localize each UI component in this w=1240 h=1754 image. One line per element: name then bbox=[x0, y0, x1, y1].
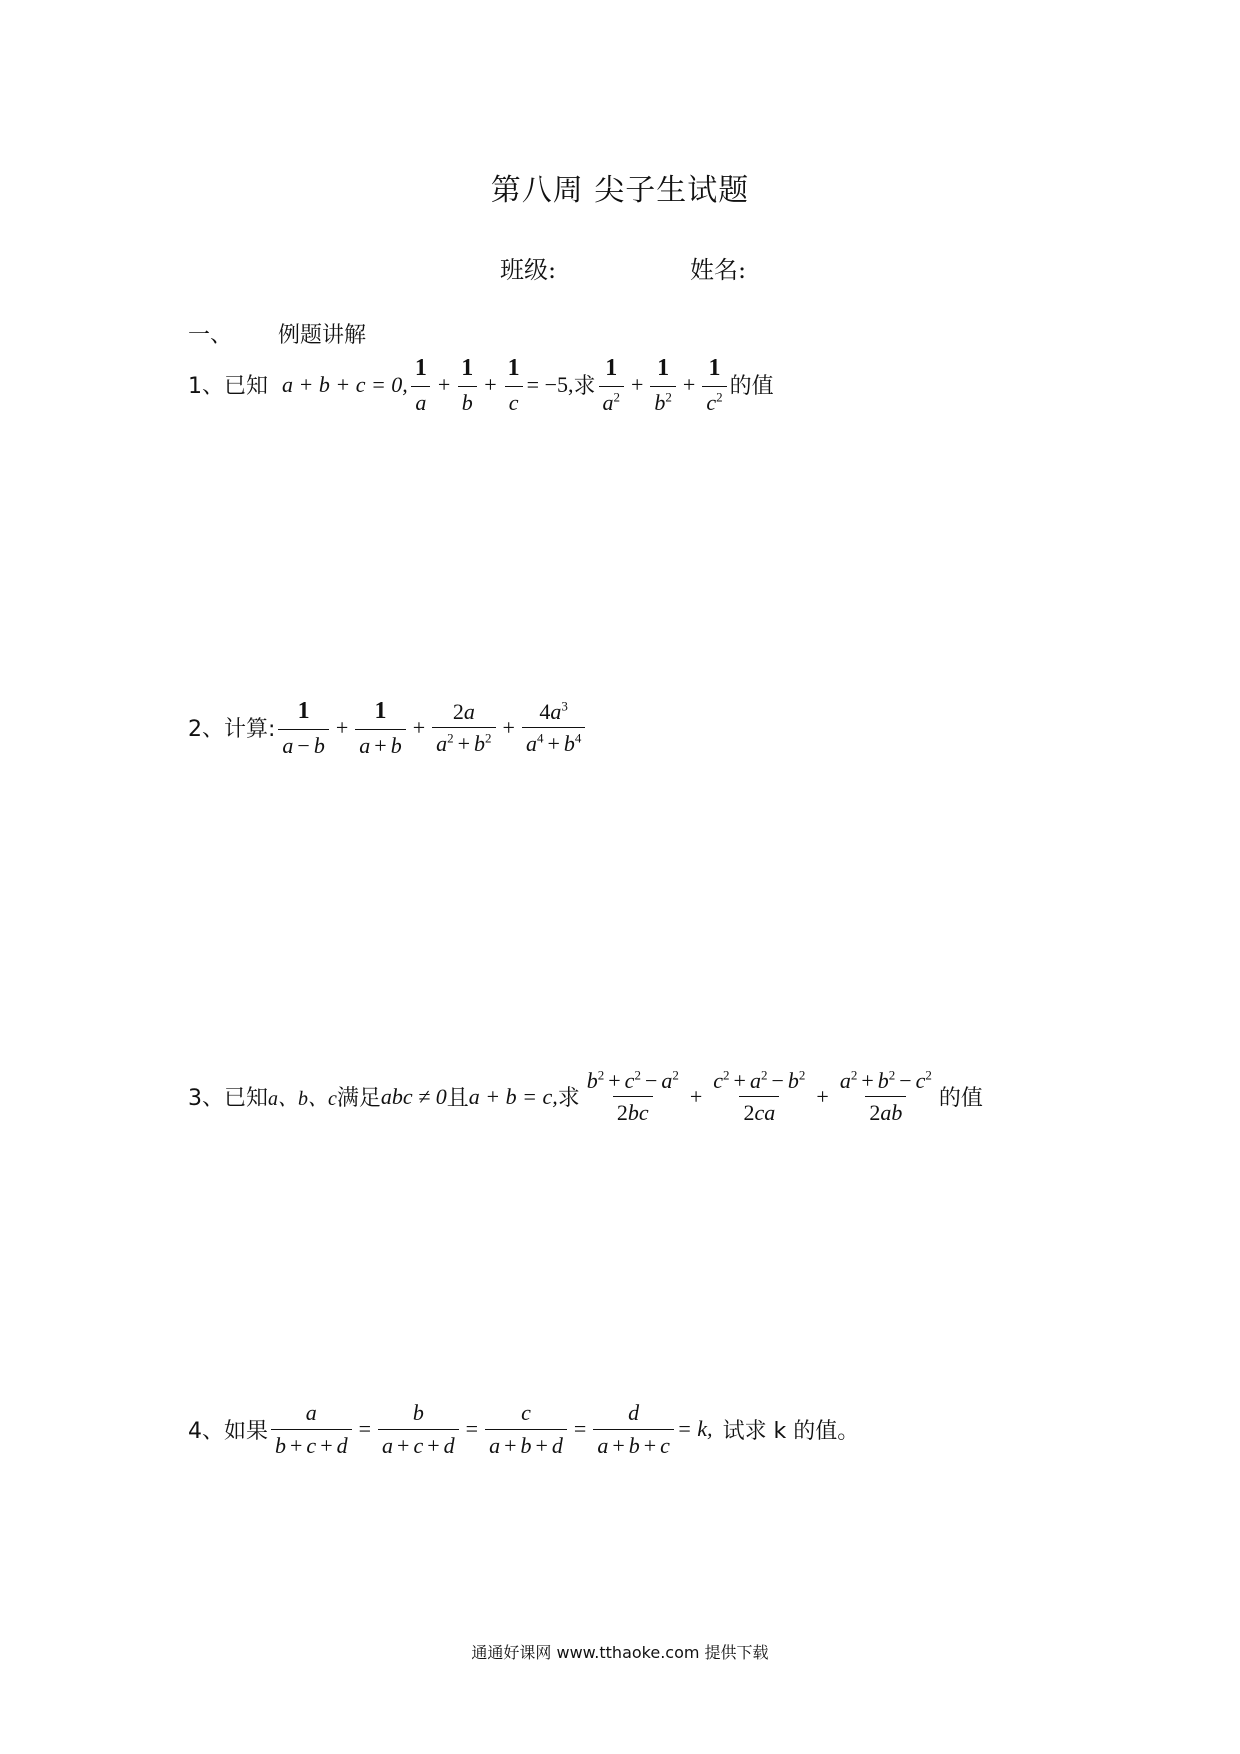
q4-frac-a: $\frac{a}{b + c + d}$ bbox=[271, 1400, 352, 1459]
page-title: 第八周 尖子生试题 bbox=[490, 173, 750, 208]
q1-eq-tail: = −5, bbox=[526, 371, 574, 397]
q2-frac-4: $\frac{4a^3}{a^4 + b^4}$ bbox=[522, 699, 585, 757]
question-4: 4、如果 $\frac{a}{b + c + d}$ = $\frac{b}{a + c + d}$ = $\frac{c}{a + b + d}$ = $\frac{d}{a + b + c}$ = k, 试求 k 的值。 bbox=[188, 1400, 860, 1459]
q2-frac-2: $\frac{1}{a + b}$ bbox=[355, 698, 405, 758]
q1-number: 1、已知 bbox=[188, 374, 268, 400]
q1-frac-1-over-c2: $\frac{1}{c^2}$ bbox=[702, 355, 726, 415]
q4-eq-end: = k, bbox=[676, 1416, 713, 1442]
q3-cond2: abc ≠ 0 bbox=[380, 1083, 447, 1109]
question-2: 2、计算: $\frac{1}{a - b}$ + $\frac{1}{a + b}$ + $\frac{2a}{a^2 + b^2}$ + $\frac{4a^3}{a^4 + b^4}$ bbox=[188, 698, 588, 758]
q3-vars: a、b、c bbox=[268, 1088, 337, 1111]
q2-frac-3: $\frac{2a}{a^2 + b^2}$ bbox=[432, 699, 495, 757]
q2-number: 2、计算: bbox=[188, 717, 276, 743]
q1-frac-1-over-a: $\frac{1}{a}$ bbox=[411, 355, 431, 415]
q1-ask: 求 bbox=[573, 374, 596, 400]
q1-frac-1-over-b2: $\frac{1}{b^2}$ bbox=[650, 355, 676, 415]
q4-number: 4、如果 bbox=[188, 1418, 268, 1444]
q3-number: 3、已知 bbox=[188, 1086, 268, 1112]
q2-frac-1: $\frac{1}{a - b}$ bbox=[278, 698, 328, 758]
footer-source: 通通好课网 www.tthaoke.com 提供下载 bbox=[471, 1643, 769, 1662]
name-label: 姓名: bbox=[690, 256, 747, 284]
q3-frac-2: $\frac{c^2 + a^2 - b^2}{2ca}$ bbox=[713, 1067, 806, 1126]
q3-frac-1: $\frac{b^2 + c^2 - a^2}{2bc}$ bbox=[586, 1067, 679, 1126]
question-1: 1、已知 a + b + c = 0, $\frac{1}{a}$ + $\frac{1}{b}$ + $\frac{1}{c}$ = −5, 求 $\frac{1}{a^2}$ + $\frac{1}{b^2}$ + $\frac{1}{c^2}$ 的值 bbox=[188, 355, 774, 415]
section-label: 例题讲解 bbox=[278, 323, 367, 348]
q3-tail: 的值 bbox=[938, 1086, 983, 1112]
q3-cond3: 且 bbox=[446, 1086, 469, 1112]
q1-frac-1-over-c: $\frac{1}{c}$ bbox=[504, 355, 524, 415]
q3-cond1: 满足 bbox=[336, 1086, 381, 1112]
q1-frac-1-over-b: $\frac{1}{b}$ bbox=[457, 355, 477, 415]
class-label: 班级: bbox=[500, 256, 557, 284]
q4-frac-c: $\frac{c}{a + b + d}$ bbox=[485, 1400, 567, 1459]
q3-cond4: a + b = c, bbox=[468, 1083, 558, 1109]
q1-frac-1-over-a2: $\frac{1}{a^2}$ bbox=[599, 355, 625, 415]
q1-tail: 的值 bbox=[729, 374, 774, 400]
q4-frac-b: $\frac{b}{a + c + d}$ bbox=[378, 1400, 459, 1459]
section-number: 一、 bbox=[188, 323, 233, 348]
q1-given: a + b + c = 0, bbox=[282, 371, 408, 397]
q3-frac-3: $\frac{a^2 + b^2 - c^2}{2ab}$ bbox=[839, 1067, 932, 1126]
question-3: 3、已知 a、b、c 满足 abc ≠ 0 且 a + b = c, 求 $\frac{b^2 + c^2 - a^2}{2bc}$ + $\frac{c^2 + a^2 - b^2}{2ca}$ + $\frac{a^2 + b^2 - c^2}{2ab}$ 的值 bbox=[188, 1067, 983, 1126]
q3-ask: 求 bbox=[557, 1086, 580, 1112]
q4-tail: 试求 k 的值。 bbox=[722, 1418, 860, 1444]
q4-frac-d: $\frac{d}{a + b + c}$ bbox=[593, 1400, 674, 1459]
